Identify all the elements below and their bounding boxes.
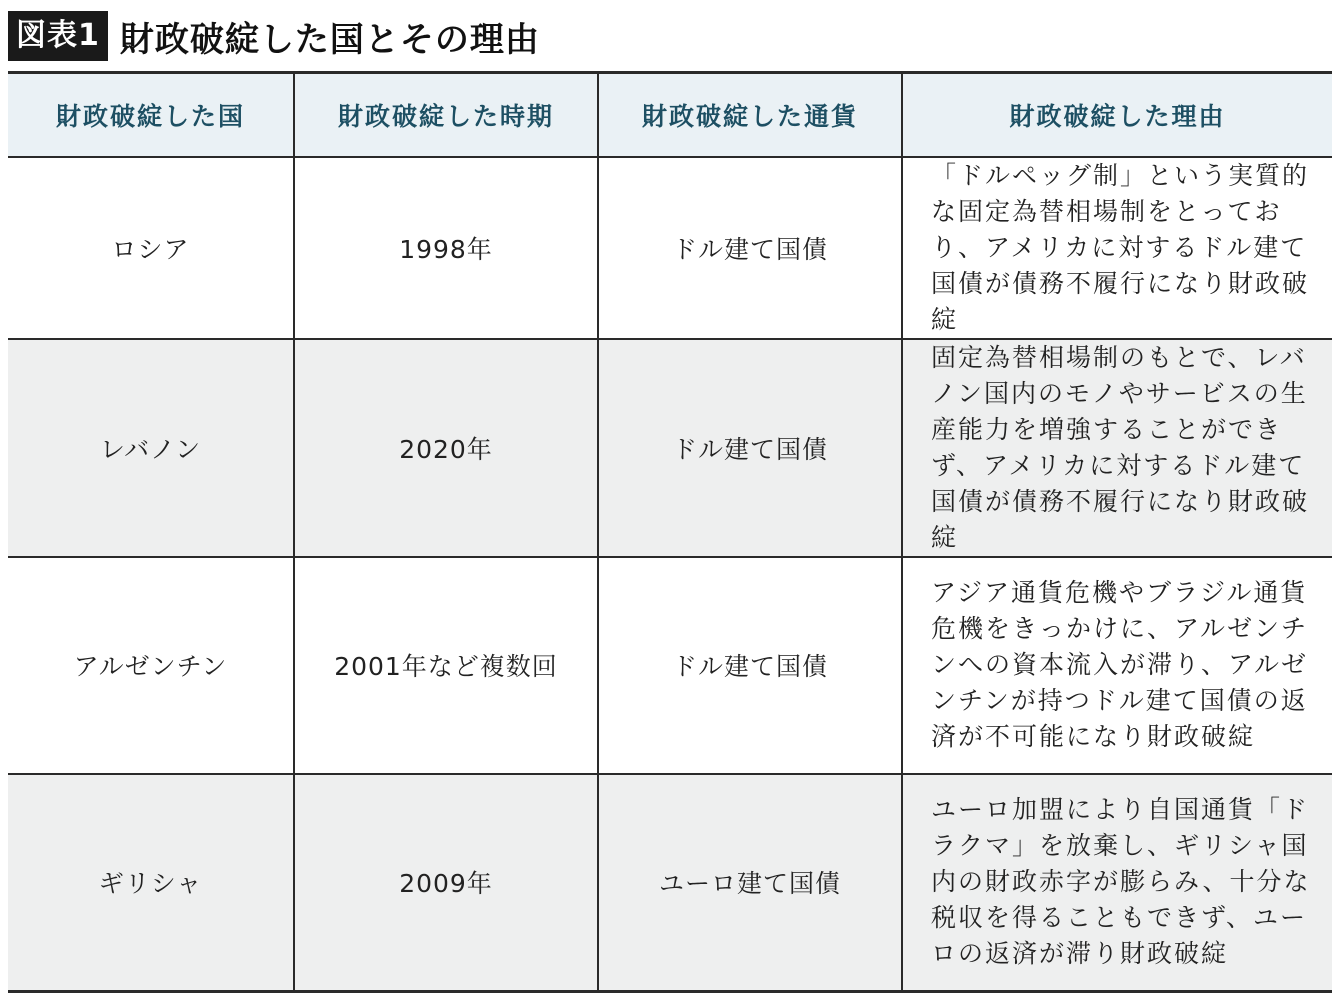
figure-label-badge: 図表1: [8, 11, 108, 61]
cell-period: 2001年など複数回: [294, 557, 598, 774]
cell-country: ロシア: [8, 157, 294, 339]
cell-reason: 「ドルペッグ制」という実質的な固定為替相場制をとっており、アメリカに対するドル建て国債が債務不履行になり財政破綻: [902, 157, 1332, 339]
cell-country: レバノン: [8, 339, 294, 557]
cell-currency: ドル建て国債: [598, 339, 902, 557]
cell-reason: ユーロ加盟により自国通貨「ドラクマ」を放棄し、ギリシャ国内の財政赤字が膨らみ、十分な税収を得ることもできず、ユーロの返済が滞り財政破綻: [902, 774, 1332, 992]
cell-currency: ドル建て国債: [598, 157, 902, 339]
default-countries-table: [8, 71, 1332, 993]
header-currency: 財政破綻した通貨: [598, 73, 902, 157]
table-row: [8, 157, 1332, 339]
table-row: [8, 339, 1332, 557]
cell-reason: 固定為替相場制のもとで、レバノン国内のモノやサービスの生産能力を増強することができず、アメリカに対するドル建て国債が債務不履行になり財政破綻: [902, 339, 1332, 557]
header-country: 財政破綻した国: [8, 73, 294, 157]
cell-period: 1998年: [294, 157, 598, 339]
cell-currency: ユーロ建て国債: [598, 774, 902, 992]
figure-title: 財政破綻した国とその理由: [119, 19, 540, 60]
table-header-row: [8, 73, 1332, 157]
cell-period: 2009年: [294, 774, 598, 992]
header-reason: 財政破綻した理由: [902, 73, 1332, 157]
table-row: [8, 774, 1332, 992]
cell-period: 2020年: [294, 339, 598, 557]
cell-currency: ドル建て国債: [598, 557, 902, 774]
figure-title-bar: [8, 10, 540, 62]
cell-country: ギリシャ: [8, 774, 294, 992]
cell-country: アルゼンチン: [8, 557, 294, 774]
cell-reason: アジア通貨危機やブラジル通貨危機をきっかけに、アルゼンチンへの資本流入が滞り、アルゼンチンが持つドル建て国債の返済が不可能になり財政破綻: [902, 557, 1332, 774]
header-period: 財政破綻した時期: [294, 73, 598, 157]
table-row: [8, 557, 1332, 774]
